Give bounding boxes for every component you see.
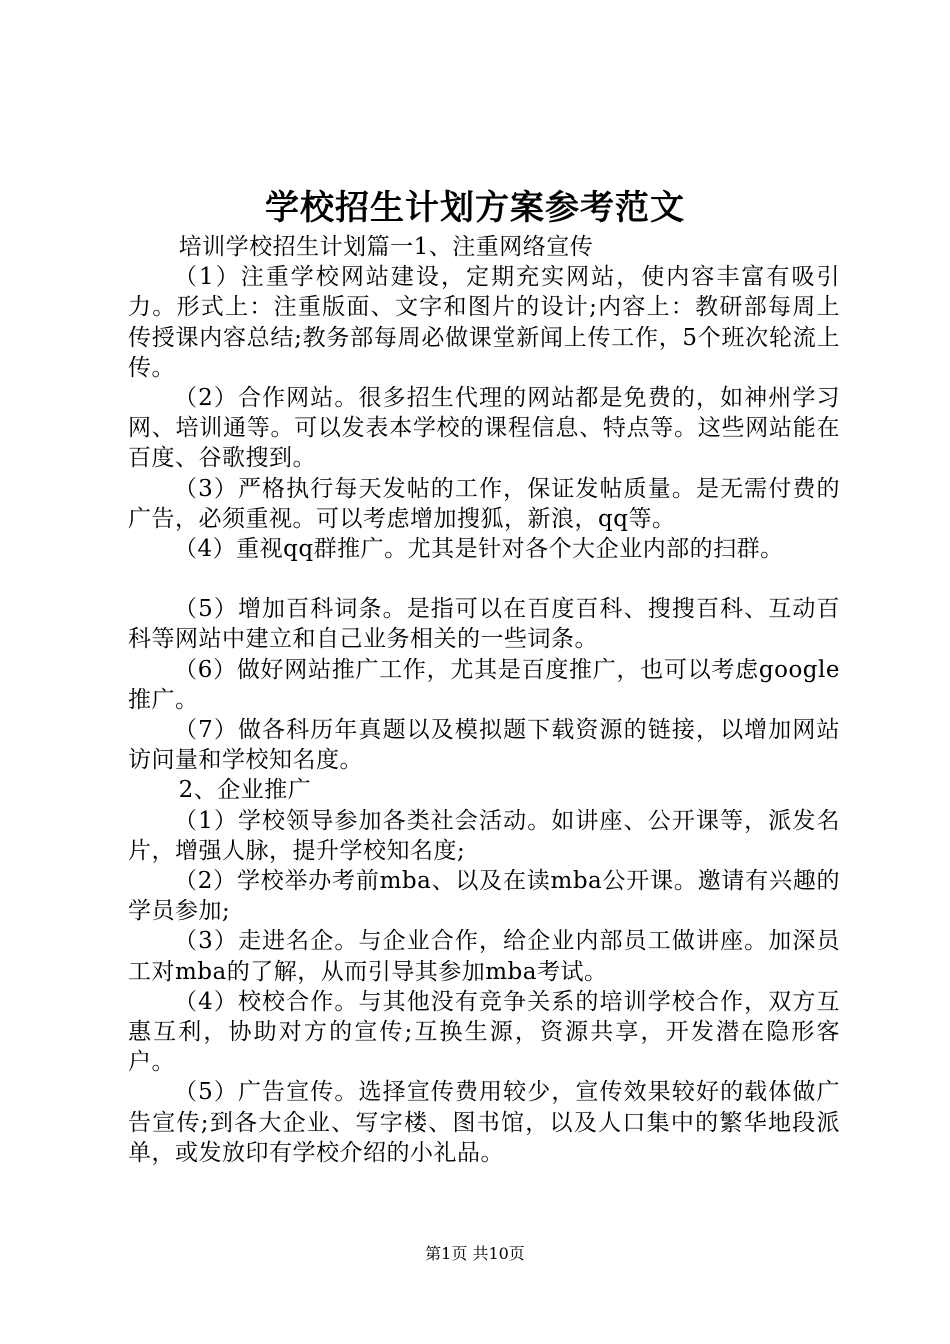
paragraph-network-1: （1）注重学校网站建设，定期充实网站，使内容丰富有吸引力。形式上：注重版面、文字和图片的设计;内容上：教研部每周上传授课内容总结;教务部每周必做课堂新闻上传工作，5个班次轮流上传。 bbox=[128, 264, 840, 381]
paragraph-network-5: （5）增加百科词条。是指可以在百度百科、搜搜百科、互动百科等网站中建立和自己业务相关的一些词条。 bbox=[128, 596, 840, 653]
page-footer: 第1页 共10页 bbox=[425, 1244, 525, 1263]
paragraph-enterprise-5: （5）广告宣传。选择宣传费用较少，宣传效果较好的载体做广告宣传;到各大企业、写字楼、图书馆，以及人口集中的繁华地段派单，或发放印有学校介绍的小礼品。 bbox=[128, 1079, 840, 1166]
paragraph-network-4: （4）重视qq群推广。尤其是针对各个大企业内部的扫群。 bbox=[174, 536, 784, 563]
paragraph-intro: 培训学校招生计划篇一1、注重网络宣传 bbox=[178, 234, 594, 260]
paragraph-enterprise-3: （3）走进名企。与企业合作，给企业内部员工做讲座。加深员工对mba的了解，从而引导其参加mba考试。 bbox=[128, 928, 840, 985]
paragraph-network-2: （2）合作网站。很多招生代理的网站都是免费的，如神州学习网、培训通等。可以发表本学校的课程信息、特点等。这些网站能在百度、谷歌搜到。 bbox=[128, 385, 840, 472]
paragraph-enterprise-2: （2）学校举办考前mba、以及在读mba公开课。邀请有兴趣的学员参加; bbox=[128, 868, 840, 925]
paragraph-enterprise-1: （1）学校领导参加各类社会活动。如讲座、公开课等，派发名片，增强人脉，提升学校知名度; bbox=[128, 807, 840, 864]
paragraph-network-7: （7）做各科历年真题以及模拟题下载资源的链接，以增加网站访问量和学校知名度。 bbox=[128, 717, 840, 774]
paragraph-network-6: （6）做好网站推广工作，尤其是百度推广，也可以考虑google推广。 bbox=[128, 656, 840, 713]
paragraph-gap bbox=[128, 564, 840, 594]
paragraph-enterprise-4: （4）校校合作。与其他没有竞争关系的培训学校合作，双方互惠互利，协助对方的宣传;互换生源，资源共享，开发潜在隐形客户。 bbox=[128, 988, 840, 1076]
document-title: 学校招生计划方案参考范文 bbox=[265, 188, 685, 228]
paragraph-network-3: （3）严格执行每天发帖的工作，保证发帖质量。是无需付费的广告，必须重视。可以考虑增加搜狐，新浪，qq等。 bbox=[128, 475, 840, 532]
section-heading-enterprise: 2、企业推广 bbox=[178, 777, 312, 804]
document-body bbox=[128, 232, 840, 1168]
